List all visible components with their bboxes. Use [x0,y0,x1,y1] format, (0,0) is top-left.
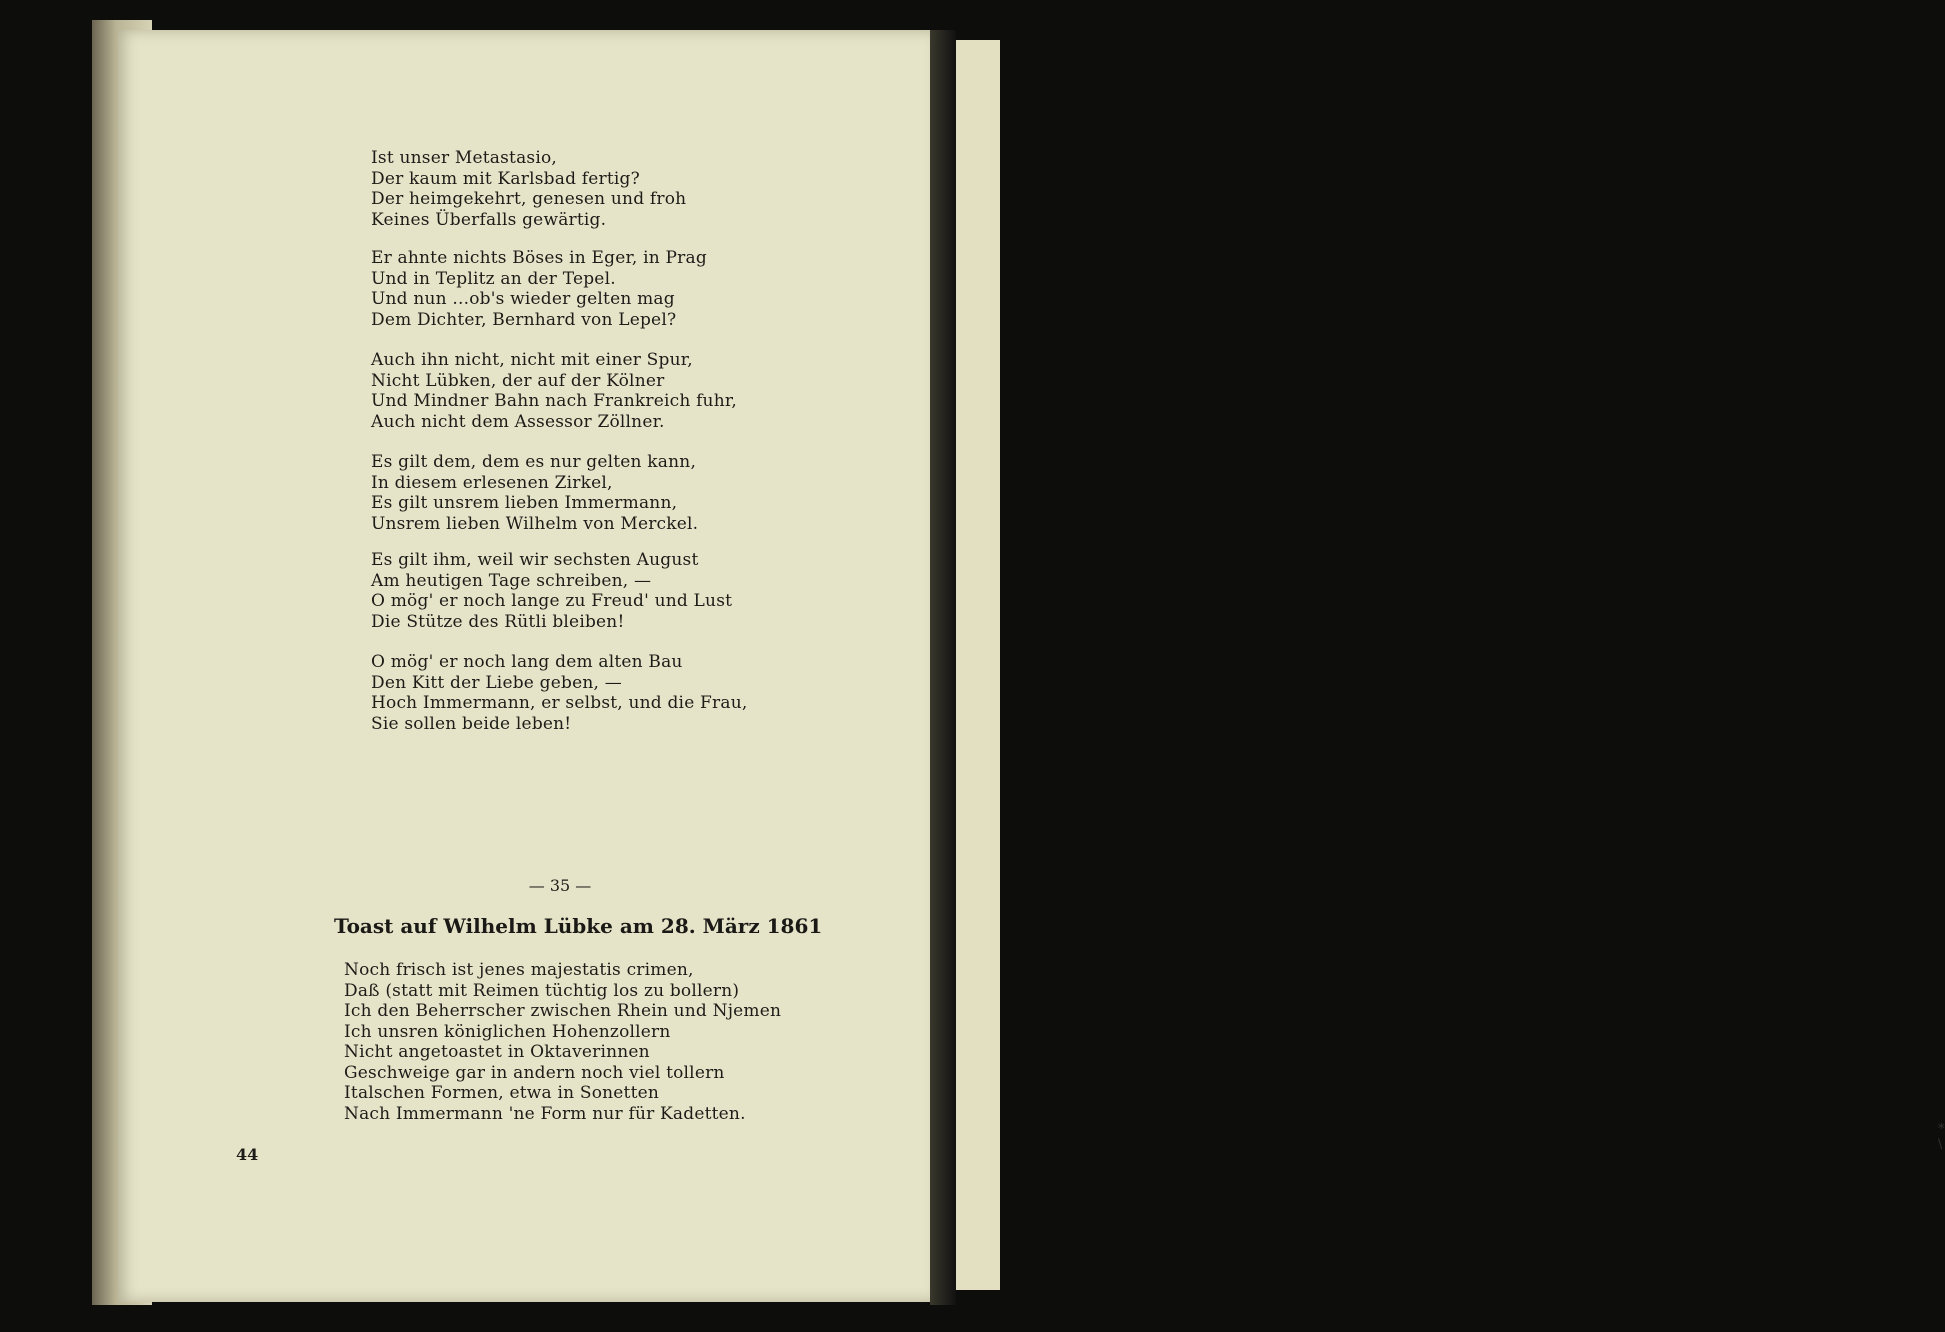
poem-line: Die Stütze des Rütli bleiben! [371,611,625,632]
poem-line: Und Mindner Bahn nach Frankreich fuhr, [371,391,737,411]
poem-line: Er ahnte nichts Böses in Eger, in Prag [371,248,707,268]
poem-line: Nicht angetoastet in Oktaverinnen [344,1042,650,1062]
poem-line: Am heutigen Tage schreiben, — [371,570,652,591]
poem-line: Es gilt ihm, weil wir sechsten August [371,550,699,570]
stanza-6 [371,652,747,734]
stanza-4 [371,452,698,534]
right-page-edge [955,40,1945,1290]
page-number: 44 [236,1145,259,1164]
poem-line: Nach Immermann 'ne Form nur für Kadetten. [344,1103,746,1124]
poem-line: Der kaum mit Karlsbad fertig? [371,168,640,189]
poem-line: Ist unser Metastasio, [371,148,558,168]
poem-line: Unsrem lieben Wilhelm von Merckel. [371,513,699,534]
poem-line: Sie sollen beide leben! [371,713,572,734]
poem-line: Auch nicht dem Assessor Zöllner. [371,411,665,432]
stanza-2 [371,248,707,330]
poem-line: Es gilt dem, dem es nur gelten kann, [371,452,697,472]
poem-line: Und in Teplitz an der Tepel. [371,268,616,289]
poem-line: Ich unsren königlichen Hohenzollern [344,1021,671,1042]
poem-title: Toast auf Wilhelm Lübke am 28. März 1861 [334,914,823,938]
stanza-1 [371,148,686,230]
poem-line: Der heimgekehrt, genesen und froh [371,189,687,209]
poem-line: O mög' er noch lang dem alten Bau [371,652,683,672]
poem-line: Keines Überfalls gewärtig. [371,209,607,230]
poem-line: Ich den Beherrscher zwischen Rhein und Njemen [344,1001,782,1021]
poem-line: Den Kitt der Liebe geben, — [371,672,622,693]
poem-line: Noch frisch ist jenes majestatis crimen, [344,960,694,980]
poem-line: Dem Dichter, Bernhard von Lepel? [371,309,677,330]
second-poem [344,960,781,1124]
poem-line: Nicht Lübken, der auf der Kölner [371,370,665,391]
poem-line: In diesem erlesenen Zirkel, [371,472,613,493]
poem-line: Hoch Immermann, er selbst, und die Frau, [371,693,748,713]
stanza-5 [371,550,732,632]
poem-line: O mög' er noch lange zu Freud' und Lust [371,591,733,611]
poem-line: Daß (statt mit Reimen tüchtig los zu bollern) [344,980,740,1001]
poem-number: — 35 — [528,876,592,895]
poem-line: Auch ihn nicht, nicht mit einer Spur, [371,350,693,370]
book-gutter [930,30,956,1305]
poem-line: Italschen Formen, etwa in Sonetten [344,1083,660,1103]
stanza-3 [371,350,737,432]
poem-line: Geschweige gar in andern noch viel tollern [344,1062,725,1083]
right-page-mark: * \ [1938,1122,1945,1152]
poem-line: Und nun ...ob's wieder gelten mag [371,289,675,309]
poem-line: Es gilt unsrem lieben Immermann, [371,493,678,513]
